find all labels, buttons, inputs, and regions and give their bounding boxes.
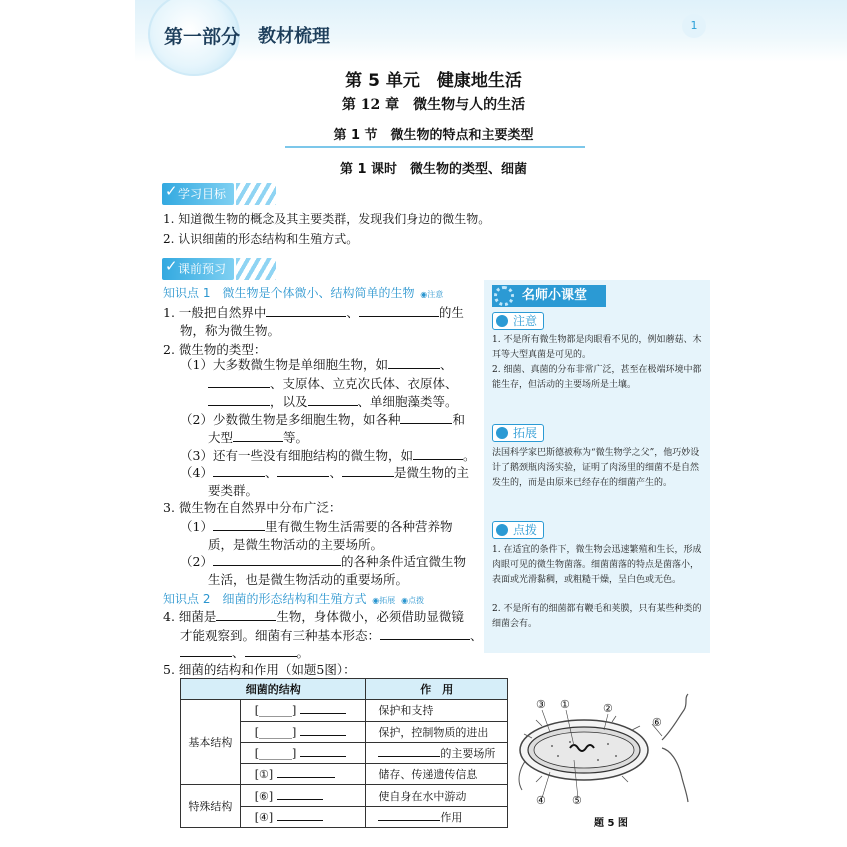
- table-row: [181, 700, 508, 721]
- tip-marker: ◉点拨: [401, 596, 425, 605]
- send-icon: [496, 427, 508, 439]
- function-cell: 保护，控制物质的进出: [366, 721, 508, 742]
- tip-item: 1. 在适宜的条件下，微生物会迅速繁殖和生长，形成肉眼可见的微生物菌落。细菌菌落的特点是菌落小，表面或光滑黏稠，或粗糙干燥，呈白色或无色。: [492, 545, 702, 585]
- function-cell: 使自身在水中游动: [366, 785, 508, 806]
- lesson-title: 第 1 课时 微生物的类型、细菌: [339, 162, 528, 177]
- label-1: ①: [560, 698, 570, 711]
- group-special: 特殊结构: [181, 785, 241, 828]
- q4-line2: 才能观察到。细菌有三种基本形态： 、: [180, 628, 483, 643]
- q2-4-line: （4） 、 、 是微生物的主: [180, 465, 469, 480]
- structure-cell: [④]: [240, 806, 366, 827]
- note-item: 1. 不是所有微生物都是肉眼看不见的，例如蘑菇、木耳等大型真菌是可见的。: [492, 335, 702, 360]
- label-5: ⑤: [572, 794, 582, 807]
- check-icon: ✓: [165, 257, 178, 275]
- check-icon: ✓: [165, 182, 178, 200]
- q2-4-line2: 要类群。: [208, 483, 259, 498]
- function-cell: 作用: [366, 806, 508, 827]
- q3-2-line2: 生活，也是微生物活动的重要场所。: [208, 572, 409, 587]
- figure-caption: 题 5 图: [594, 818, 628, 829]
- preview-tag: ✓ 课前预习: [162, 258, 234, 280]
- goals-tag: ✓ 学习目标: [162, 183, 234, 205]
- extend-text: 法国科学家巴斯德被称为“微生物学之父”，他巧妙设计了鹅颈瓶肉汤实验，证明了肉汤里的细菌不是自然发生的，而是由原来已经存在的细菌产生的。: [492, 448, 700, 488]
- tag-stripes: [236, 183, 276, 205]
- shield-icon: [496, 315, 508, 327]
- q3-1-line: （1） 里有微生物生活需要的各种营养物: [180, 519, 453, 534]
- extend-tag: 拓展: [492, 424, 544, 442]
- knowledge-point-2: 知识点 2 细菌的形态结构和生殖方式 ◉拓展 ◉点拨: [163, 592, 425, 606]
- header-function: 作 用: [366, 679, 508, 700]
- tip-item: 2. 不是所有的细菌都有鞭毛和荚膜，只有某些种类的细菌会有。: [492, 604, 702, 629]
- part-label: 第一部分: [164, 26, 241, 48]
- unit-title: 第 5 单元 健康地生活: [345, 71, 522, 91]
- function-cell: 储存、传递遗传信息: [366, 764, 508, 785]
- structure-cell: [______]: [240, 721, 366, 742]
- header-band: [135, 0, 847, 62]
- q5-line: 5. 细菌的结构和作用（如题5图）：: [163, 662, 356, 677]
- label-4: ④: [536, 794, 546, 807]
- bacteria-structure-table: [180, 678, 508, 828]
- goal-item: 2. 认识细菌的形态结构和生殖方式。: [163, 232, 359, 246]
- group-basic: 基本结构: [181, 700, 241, 785]
- function-cell: 保护和支持: [366, 700, 508, 721]
- part-title: 教材梳理: [258, 26, 330, 47]
- page-number: 1: [682, 14, 706, 38]
- q2-2-line: （2）少数微生物是多细胞生物，如各种 和: [180, 412, 465, 427]
- label-3: ③: [536, 698, 546, 711]
- section-rule: [285, 146, 585, 148]
- goal-item: 1. 知道微生物的概念及其主要类群，发现我们身边的微生物。: [163, 212, 491, 226]
- label-6: ⑥: [652, 716, 662, 729]
- note-marker: ◉注意: [420, 290, 444, 299]
- label-2: ②: [603, 702, 613, 715]
- q3-2-line: （2） 的各种条件适宜微生物: [180, 554, 466, 569]
- gear-icon: [494, 286, 514, 306]
- table-row: [181, 785, 508, 806]
- q2-1-line2: 、支原体、立克次氏体、衣原体、: [208, 374, 458, 392]
- structure-cell: [⑥]: [240, 785, 366, 806]
- tip-tag: 点拨: [492, 521, 544, 539]
- note-item: 2. 细菌、真菌的分布非常广泛，甚至在极端环境中都能生存，但活动的主要场所是土壤。: [492, 365, 702, 390]
- structure-cell: [______]: [240, 700, 366, 721]
- q2-1-line: （1）大多数微生物是单细胞生物，如 、: [180, 357, 453, 372]
- q2-3-line: （3）还有一些没有细胞结构的微生物，如 。: [180, 448, 476, 463]
- panel-title: 名师小课堂: [492, 285, 606, 307]
- q3-1-line2: 质，是微生物活动的主要场所。: [208, 537, 384, 552]
- q4-line3: 、 。: [180, 643, 309, 661]
- extend-marker: ◉拓展: [372, 596, 396, 605]
- chapter-title: 第 12 章 微生物与人的生活: [341, 97, 526, 113]
- note-tag: 注意: [492, 312, 544, 330]
- structure-cell: [①]: [240, 764, 366, 785]
- q1-line2: 物，称为微生物。: [180, 323, 281, 338]
- q2-2-line2: 大型 等。: [208, 430, 309, 445]
- q2-line: 2. 微生物的类型：: [163, 342, 267, 357]
- q3-line: 3. 微生物在自然界中分布广泛：: [163, 500, 342, 515]
- q1-line: 1. 一般把自然界中 、 的生: [163, 305, 464, 320]
- table-header-row: [181, 679, 508, 700]
- tag-stripes: [236, 258, 276, 280]
- knowledge-point-1: 知识点 1 微生物是个体微小、结构简单的生物 ◉注意: [163, 286, 444, 300]
- structure-cell: [______]: [240, 742, 366, 763]
- function-cell: 的主要场所: [366, 742, 508, 763]
- header-structure: 细菌的结构: [181, 679, 366, 700]
- section-title: 第 1 节 微生物的特点和主要类型: [333, 128, 534, 143]
- q2-1-line3: ，以及 、单细胞藻类等。: [208, 392, 458, 410]
- lightbulb-icon: [496, 524, 508, 536]
- q4-line: 4. 细菌是 生物，身体微小，必须借助显微镜: [163, 609, 464, 624]
